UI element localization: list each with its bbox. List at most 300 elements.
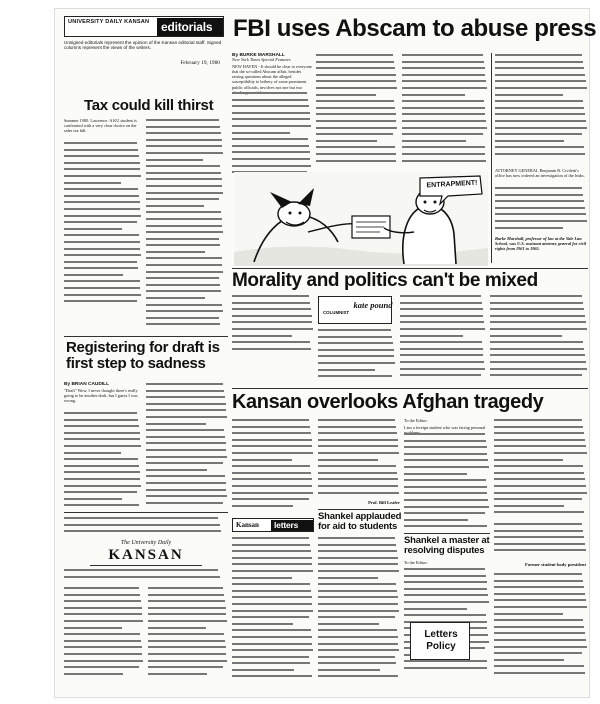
text-line [494,671,585,676]
tax-headline: Tax could kill thirst [84,97,214,114]
text-line [146,263,222,268]
masthead-label: The University Daily [120,540,172,546]
morality-body-col-4 [490,294,588,386]
text-line [404,524,487,529]
text-line [318,602,398,607]
afghan-main-col-4 [494,418,588,518]
text-line [318,464,396,469]
text-line [402,159,486,164]
text-line [318,374,392,379]
text-line [404,445,487,450]
shankel-aid-body [318,536,400,682]
text-line [318,431,397,436]
draft-body-col-1 [64,411,142,511]
editorial-cartoon [234,172,488,266]
text-line [146,204,204,209]
text-line [64,497,122,502]
flag-policy-note: Unsigned editorials represent the opinion of the Kansan editorial staff. Signed columns represent the views of the writers. [64,40,222,51]
text-line [232,131,290,136]
tax-body-col-2 [146,118,224,332]
text-line [64,181,121,186]
text-line [148,593,224,598]
shankel-major-signature: Former student body president [525,562,586,567]
text-line [232,425,310,430]
text-line [495,66,584,71]
text-line [148,619,227,624]
text-line [400,334,463,339]
text-line [148,626,206,631]
text-line [146,428,224,433]
letters-policy-body [494,572,588,680]
text-line [400,340,482,345]
letters-flag-section: letters [274,520,299,530]
text-line [146,296,205,301]
text-line [64,659,143,664]
text-line [318,642,398,647]
text-line [148,639,225,644]
afghan-body-col-1 [232,418,314,516]
text-line [495,219,587,224]
text-line [232,549,311,554]
text-line [148,632,224,637]
text-line [232,307,311,312]
text-line [404,465,489,470]
text-line [316,145,395,150]
text-line [146,474,225,479]
text-line [494,585,584,590]
text-line [146,389,224,394]
text-line [404,498,488,503]
text-line [64,437,140,442]
shankel-aid-headline: Shankel applauded for aid to students [318,511,402,532]
text-line [64,431,140,436]
text-line [318,477,398,482]
text-line [64,240,140,245]
text-line [148,586,223,591]
text-line [232,674,312,679]
text-line [402,126,487,131]
text-line [318,668,380,673]
text-line [146,468,207,473]
text-line [316,139,377,144]
text-line [318,418,395,423]
text-line [494,572,582,577]
letters-flag-paper: Kansan [236,521,259,529]
text-line [232,491,313,496]
text-line [318,438,398,443]
text-line [64,593,140,598]
text-line [64,523,220,528]
text-line [232,556,312,561]
text-line [146,158,203,163]
text-line [64,639,141,644]
text-line [494,612,563,617]
text-line [400,373,481,378]
text-line [318,341,393,346]
text-line [148,652,226,657]
text-line [146,197,219,202]
text-line [404,600,489,605]
text-line [146,395,225,400]
text-line [64,424,139,429]
text-line [146,250,205,255]
text-line [402,79,486,84]
text-line [232,504,293,509]
text-line [146,481,226,486]
text-line [318,674,398,679]
text-line [404,580,487,585]
text-line [404,491,487,496]
text-line [148,659,227,664]
text-line [318,536,395,541]
text-line [495,193,583,198]
text-line [495,93,563,98]
masthead-top-rule [64,512,228,513]
text-line [232,431,311,436]
text-line [64,293,141,298]
text-line [402,119,486,124]
fbi-byline-service: New York Times Special Features [232,57,291,62]
text-line [64,418,138,423]
text-line [148,645,226,650]
text-line [146,488,226,493]
text-line [318,589,397,594]
text-line [64,586,139,591]
text-line [146,435,225,440]
text-line [64,247,140,252]
text-line [490,294,582,299]
text-line [490,373,582,378]
text-line [146,151,223,156]
text-line [146,494,227,499]
text-line [495,226,563,231]
text-line [232,157,310,162]
text-line [402,73,485,78]
draft-byline: By BRIAN CAUDILL [64,382,110,387]
text-line [316,106,395,111]
text-line [494,504,564,509]
text-line [64,529,221,534]
columnist-sig-box [318,296,392,324]
text-line [318,348,394,353]
text-line [494,471,584,476]
text-line [232,117,310,122]
text-line [316,73,396,78]
text-line [64,484,141,489]
text-line [146,422,206,427]
text-line [146,289,221,294]
flag-section-label: editorials [161,20,213,34]
text-line [400,301,482,306]
text-line [146,382,223,387]
text-line [64,161,140,166]
text-line [64,652,142,657]
shankel-major-rule [404,533,490,534]
text-line [64,612,142,617]
text-line [316,119,396,124]
text-line [318,354,394,359]
text-line [316,132,393,137]
text-line [232,471,311,476]
text-line [64,200,140,205]
text-line [318,655,395,660]
text-line [64,260,137,265]
text-line [232,477,312,482]
text-line [232,451,313,456]
draft-body-col-2 [146,382,228,510]
text-line [232,301,310,306]
text-line [490,360,586,365]
text-line [64,457,138,462]
text-line [64,227,122,232]
text-line [490,314,585,319]
text-line [232,602,312,607]
text-line [316,53,393,58]
text-line [232,661,310,666]
text-line [490,340,583,345]
fbi-body-col-2 [316,53,398,171]
text-line [318,484,398,489]
afghan-main-col-4b [494,522,588,558]
fbi-body-col-1 [232,91,312,179]
text-line [232,327,313,332]
text-line [146,461,223,466]
columnist-label: COLUMNIST [323,310,350,315]
text-line [494,605,587,610]
text-line [148,599,225,604]
editorial-flag [64,16,224,37]
text-line [146,224,222,229]
text-line [64,444,141,449]
text-line [404,666,487,671]
text-line [318,562,398,567]
text-line [318,458,378,463]
text-line [318,556,398,561]
text-line [64,233,139,238]
text-line [232,589,311,594]
text-line [494,645,587,650]
text-line [490,367,587,372]
text-line [494,458,563,463]
text-line [318,368,375,373]
text-line [64,470,140,475]
afghan-main-lead: To the Editor: [404,418,428,423]
draft-lead: "Draft" Wow, I never thought there's really going to be another draft, but I guess I was wrong. [64,388,138,404]
afghan-main-col-3 [404,432,490,532]
text-line [494,431,584,436]
text-line [318,335,392,340]
text-line [495,79,586,84]
text-line [146,210,221,215]
shankel-major-headline: Shankel a master at resolving disputes [404,535,490,556]
draft-headline: Registering for draft is first step to sadness [66,339,220,372]
text-line [402,99,484,104]
text-line [146,402,226,407]
text-line [495,53,582,58]
text-line [318,361,395,366]
text-line [146,303,222,308]
text-line [232,464,310,469]
text-line [232,347,311,352]
text-line [232,582,310,587]
text-line [64,148,138,153]
text-line [146,237,219,242]
text-line [494,491,587,496]
text-line [495,99,583,104]
text-line [318,425,396,430]
text-line [232,642,312,647]
draft-top-rule [64,336,228,337]
text-line [318,444,398,449]
text-line [494,548,586,553]
text-line [404,659,487,664]
afghan-letter-col-1 [232,536,314,682]
text-line [146,230,223,235]
text-line [64,286,140,291]
text-line [146,316,219,321]
text-line [64,575,220,580]
text-line [146,217,222,222]
morality-body-col-3 [400,294,486,386]
text-line [400,320,484,325]
text-line [316,126,397,131]
text-line [232,137,308,142]
text-line [402,66,485,71]
afghan-headline: Kansan overlooks Afghan tragedy [232,391,544,413]
text-line [318,615,395,620]
text-line [232,668,294,673]
text-line [64,568,218,573]
text-line [402,139,466,144]
text-line [495,199,584,204]
text-line [316,152,396,157]
text-line [146,138,222,143]
text-line [495,145,584,150]
text-line [400,307,483,312]
letters-flag [232,518,314,532]
text-line [400,360,484,365]
text-line [64,626,122,631]
text-line [316,112,396,117]
text-line [64,174,141,179]
text-line [404,593,488,598]
text-line [232,458,292,463]
text-line [494,438,585,443]
text-line [318,576,378,581]
text-line [494,418,582,423]
text-line [232,340,310,345]
text-line [232,484,312,489]
text-line [316,93,376,98]
text-line [494,464,583,469]
text-line [494,625,584,630]
text-line [402,112,485,117]
text-line [495,86,587,91]
fbi-lead: NEW HAVEN - It should be clear to everyone that the so-called Abscam affair, besides raising questions about the alleged susceptibility to bribery of some prominent public officials, involves not one but two [232,64,312,90]
text-line [495,60,583,65]
text-line [64,490,137,495]
text-line [404,607,467,612]
text-line [490,307,584,312]
text-line [232,144,309,149]
text-line [495,119,586,124]
text-line [146,448,226,453]
text-line [318,648,399,653]
text-line [318,543,396,548]
text-line [232,320,312,325]
morality-headline: Morality and politics can't be mixed [232,270,538,291]
shankel-aid-rule [318,509,400,510]
text-line [64,154,139,159]
text-line [64,214,141,219]
text-line [400,294,481,299]
text-line [494,631,585,636]
text-line [146,441,226,446]
shankel-major-lead: To the Editor: [404,560,428,565]
text-line [494,529,583,534]
text-line [232,334,292,339]
text-line [316,86,397,91]
text-line [400,353,483,358]
text-line [318,628,397,633]
text-line [494,542,585,547]
text-line [318,609,399,614]
text-line [402,53,483,58]
text-line [495,206,585,211]
text-line [232,615,309,620]
text-line [402,132,483,137]
flag-date: February 19, 1980 [180,60,220,66]
text-line [232,595,312,600]
text-line [495,126,587,131]
text-line [64,141,137,146]
text-line [232,648,313,653]
text-line [64,503,139,508]
text-line [64,207,140,212]
tax-lead: Summer 1980. Lawrence. A KU student is confronted with a very clear choice on the sales tax bill. [64,118,137,134]
text-line [64,464,139,469]
text-line [148,665,223,670]
text-line [494,579,583,584]
text-line [232,628,311,633]
columnist-name: kate pound [353,300,393,310]
text-line [232,444,312,449]
text-line [232,98,308,103]
text-line [495,112,585,117]
text-line [494,618,583,623]
text-line [64,606,142,611]
text-line [495,186,582,191]
tax-body-col-1 [64,141,142,309]
text-line [232,124,311,129]
text-line [402,86,487,91]
text-line [232,543,310,548]
text-line [318,451,399,456]
text-line [494,451,587,456]
text-line [148,612,226,617]
text-line [232,622,293,627]
text-line [232,609,313,614]
text-line [64,619,143,624]
masthead-name-rule [90,565,202,566]
text-line [495,152,585,157]
masthead-publication-info [64,568,228,582]
text-line [64,253,141,258]
text-line [400,367,485,372]
afghan-letter-col-2 [318,418,400,500]
text-line [404,452,487,457]
text-line [404,518,468,523]
